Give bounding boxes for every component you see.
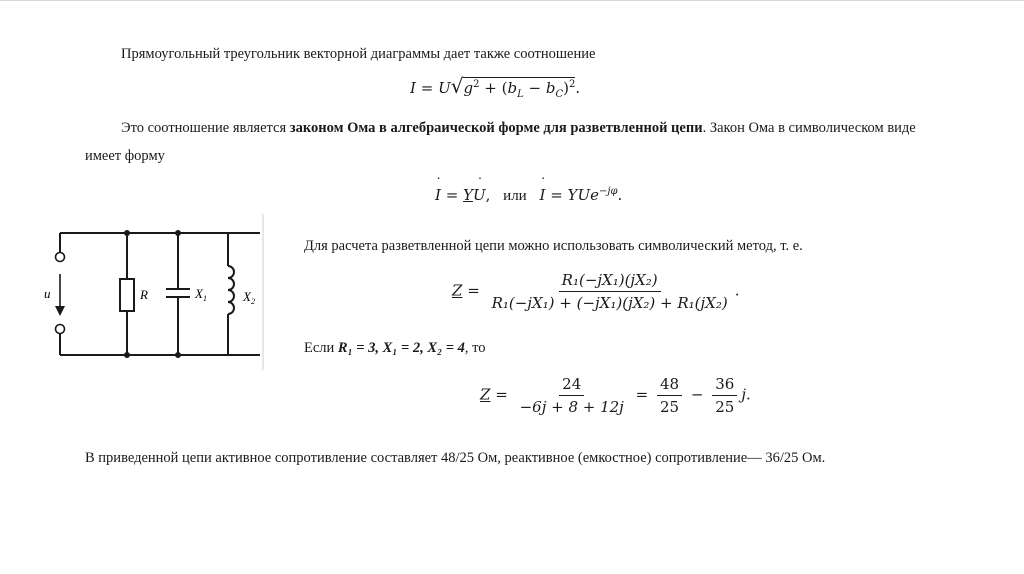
node-top-1: [124, 230, 130, 236]
symbol-I: I: [410, 79, 416, 97]
fraction-denominator: R₁(−jX₁) + (−jX₁)(jX₂) + R₁(jX₂): [491, 294, 728, 312]
label-X1: $X_1$: [195, 286, 207, 303]
symbol-Z: Z: [452, 281, 463, 300]
terminal-bottom: [56, 325, 65, 334]
paragraph-conclusion: В приведенной цепи активное сопротивление составляет 48/25 Ом, реактивное (емкостное) сопротивление— 36/25 Ом.: [85, 450, 826, 466]
paragraph-symbolic-method: Для расчета разветвленной цепи можно использовать символический метод, т. е.: [304, 238, 803, 254]
symbol-I-dot-2: ˙ I: [540, 186, 546, 204]
fraction-36-25: $\frac{36}{25}$: [712, 375, 737, 416]
terminal-top: [56, 253, 65, 262]
fraction-48-25: $\frac{48}{25}$: [657, 375, 682, 416]
paragraph-ohm-law: Это соотношение является законом Ома в алгебраической форме для разветвленной цепи. Закон Ома в символическом виде: [121, 120, 916, 136]
fraction-24: $\frac{24}{-6j + 8 + 12j}$: [519, 375, 624, 416]
node-bottom-2: [175, 352, 181, 358]
formula-impedance-general: Z = $\frac{\text{R₁(−jX₁)(jX₂)}}{\text{R₁(−jX₁) + (−jX₁)(jX₂) + R₁(jX₂)}}$ .: [452, 271, 740, 312]
symbol-I-dot: ˙ I: [435, 186, 441, 204]
symbol-U-dot: ˙ U: [473, 186, 486, 204]
symbol-U: U: [438, 79, 451, 97]
formula-symbolic-ohm: ˙ I = Y˙ U, или ˙ I = YUe$^{-j\varphi}$.: [435, 186, 622, 205]
formula-current-magnitude: $I = U√g^2 + (b_L - b_C)^2$.: [410, 74, 581, 100]
sqrt-radicand: $g^2 + (b_L - b_C)^2$: [463, 79, 576, 100]
formula-impedance-numeric: Z = $\frac{24}{-6j + 8 + 12j}$ = $\frac{48}{25}$ − $\frac{36}{25}$ j.: [480, 375, 751, 416]
bold-ohm-law-term: законом Ома в алгебраической форме для разветвленной цепи: [289, 120, 703, 136]
symbol-Z-2: Z: [480, 385, 491, 404]
inductor-coil: [228, 266, 234, 314]
label-R: R: [140, 287, 148, 302]
node-bottom-1: [124, 352, 130, 358]
voltage-arrow-head: [55, 306, 65, 316]
node-top-2: [175, 230, 181, 236]
word-or: или: [503, 188, 527, 204]
top-divider: [0, 0, 1024, 1]
circuit-diagram: [40, 212, 266, 372]
resistor-R-symbol: [120, 279, 134, 311]
fraction-numerator: R₁(−jX₁)(jX₂): [559, 271, 661, 292]
paragraph-triangle: Прямоугольный треугольник векторной диаграммы дает также соотношение: [121, 46, 596, 62]
fraction-impedance: [489, 271, 731, 312]
bold-given-values: R₁ = 3, X₁ = 2, X₂ = 4: [337, 340, 465, 356]
equals-sign: =: [420, 79, 434, 97]
label-u: u: [44, 286, 51, 301]
paragraph-given-values: Если R₁ = 3, X₁ = 2, X₂ = 4, то: [304, 340, 486, 356]
label-X2: $X_2$: [243, 289, 255, 306]
sqrt-sign: √: [450, 74, 464, 98]
symbol-YU: YU: [567, 186, 591, 204]
paragraph-ohm-law-line2: имеет форму: [85, 148, 165, 164]
symbol-Y-underlined: Y: [463, 186, 473, 204]
